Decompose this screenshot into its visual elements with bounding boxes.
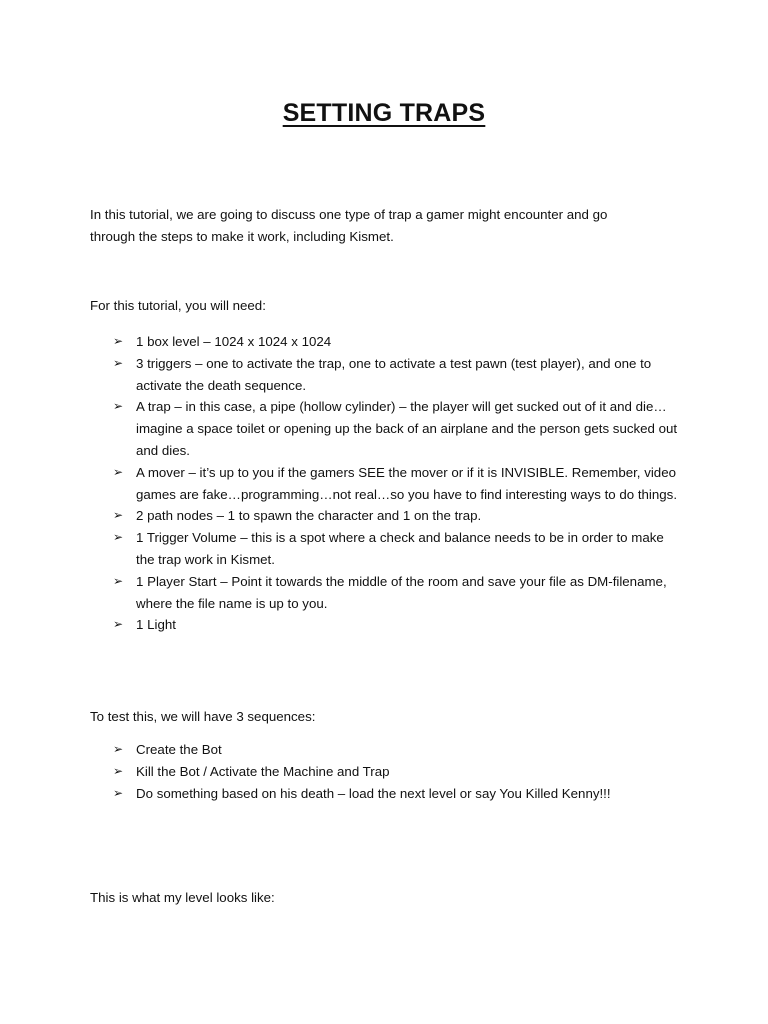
list-item: [113, 353, 683, 397]
arrowhead-bullet-icon: ➢: [113, 355, 124, 370]
needs-heading: For this tutorial, you will need:: [90, 298, 266, 313]
page-title: SETTING TRAPS: [282, 99, 486, 127]
arrowhead-bullet-icon: ➢: [113, 399, 124, 414]
list-item-text: 1 Player Start – Point it towards the middle of the room and save your file as DM-filename, where the file name is up to you.: [136, 573, 667, 611]
list-item-text: 1 Light: [136, 617, 176, 633]
list-item-text: A mover – it’s up to you if the gamers SEE the mover or if it is INVISIBLE. Remember, video games are fake…programming…not real…so you have to find interesting ways to do things.: [136, 464, 678, 502]
needs-list: [113, 331, 683, 636]
list-item: [113, 571, 683, 615]
arrowhead-bullet-icon: ➢: [113, 508, 124, 523]
arrowhead-bullet-icon: ➢: [113, 742, 124, 756]
sequences-heading: To test this, we will have 3 sequences:: [90, 709, 316, 724]
list-item: [113, 527, 683, 571]
list-item: [113, 331, 683, 353]
list-item-text: 3 triggers – one to activate the trap, one to activate a test pawn (test player), and one to activate the death sequence.: [136, 355, 652, 393]
list-item: [113, 505, 683, 527]
arrowhead-bullet-icon: ➢: [113, 617, 124, 632]
list-item-text: Create the Bot: [136, 742, 222, 757]
arrowhead-bullet-icon: ➢: [113, 464, 124, 479]
list-item-text: Do something based on his death – load the next level or say You Killed Kenny!!!: [136, 785, 611, 801]
list-item-text: A trap – in this case, a pipe (hollow cylinder) – the player will get sucked out of it and die…imagine a space toilet or opening up the back of an airplane and the person gets sucked out and dies.: [136, 399, 678, 458]
level-caption: This is what my level looks like:: [90, 890, 275, 905]
list-item: [113, 396, 683, 461]
arrowhead-bullet-icon: ➢: [113, 530, 124, 545]
list-item-text: 1 Trigger Volume – this is a spot where a check and balance needs to be in order to make the trap work in Kismet.: [136, 530, 664, 567]
list-item: [113, 614, 683, 636]
arrowhead-bullet-icon: ➢: [113, 334, 124, 348]
arrowhead-bullet-icon: ➢: [113, 573, 124, 588]
sequences-list: [113, 739, 683, 804]
intro-paragraph: In this tutorial, we are going to discuss one type of trap a gamer might encounter and go through the steps to make it work, including Kismet.: [90, 207, 608, 244]
arrowhead-bullet-icon: ➢: [113, 785, 124, 800]
list-item: [113, 462, 683, 506]
list-item: [113, 739, 683, 761]
list-item-text: 2 path nodes – 1 to spawn the character and 1 on the trap.: [136, 508, 482, 524]
list-item-text: 1 box level – 1024 x 1024 x 1024: [136, 334, 332, 349]
list-item: [113, 783, 683, 805]
list-item: [113, 761, 683, 783]
list-item-text: Kill the Bot / Activate the Machine and Trap: [136, 763, 390, 779]
arrowhead-bullet-icon: ➢: [113, 763, 124, 778]
